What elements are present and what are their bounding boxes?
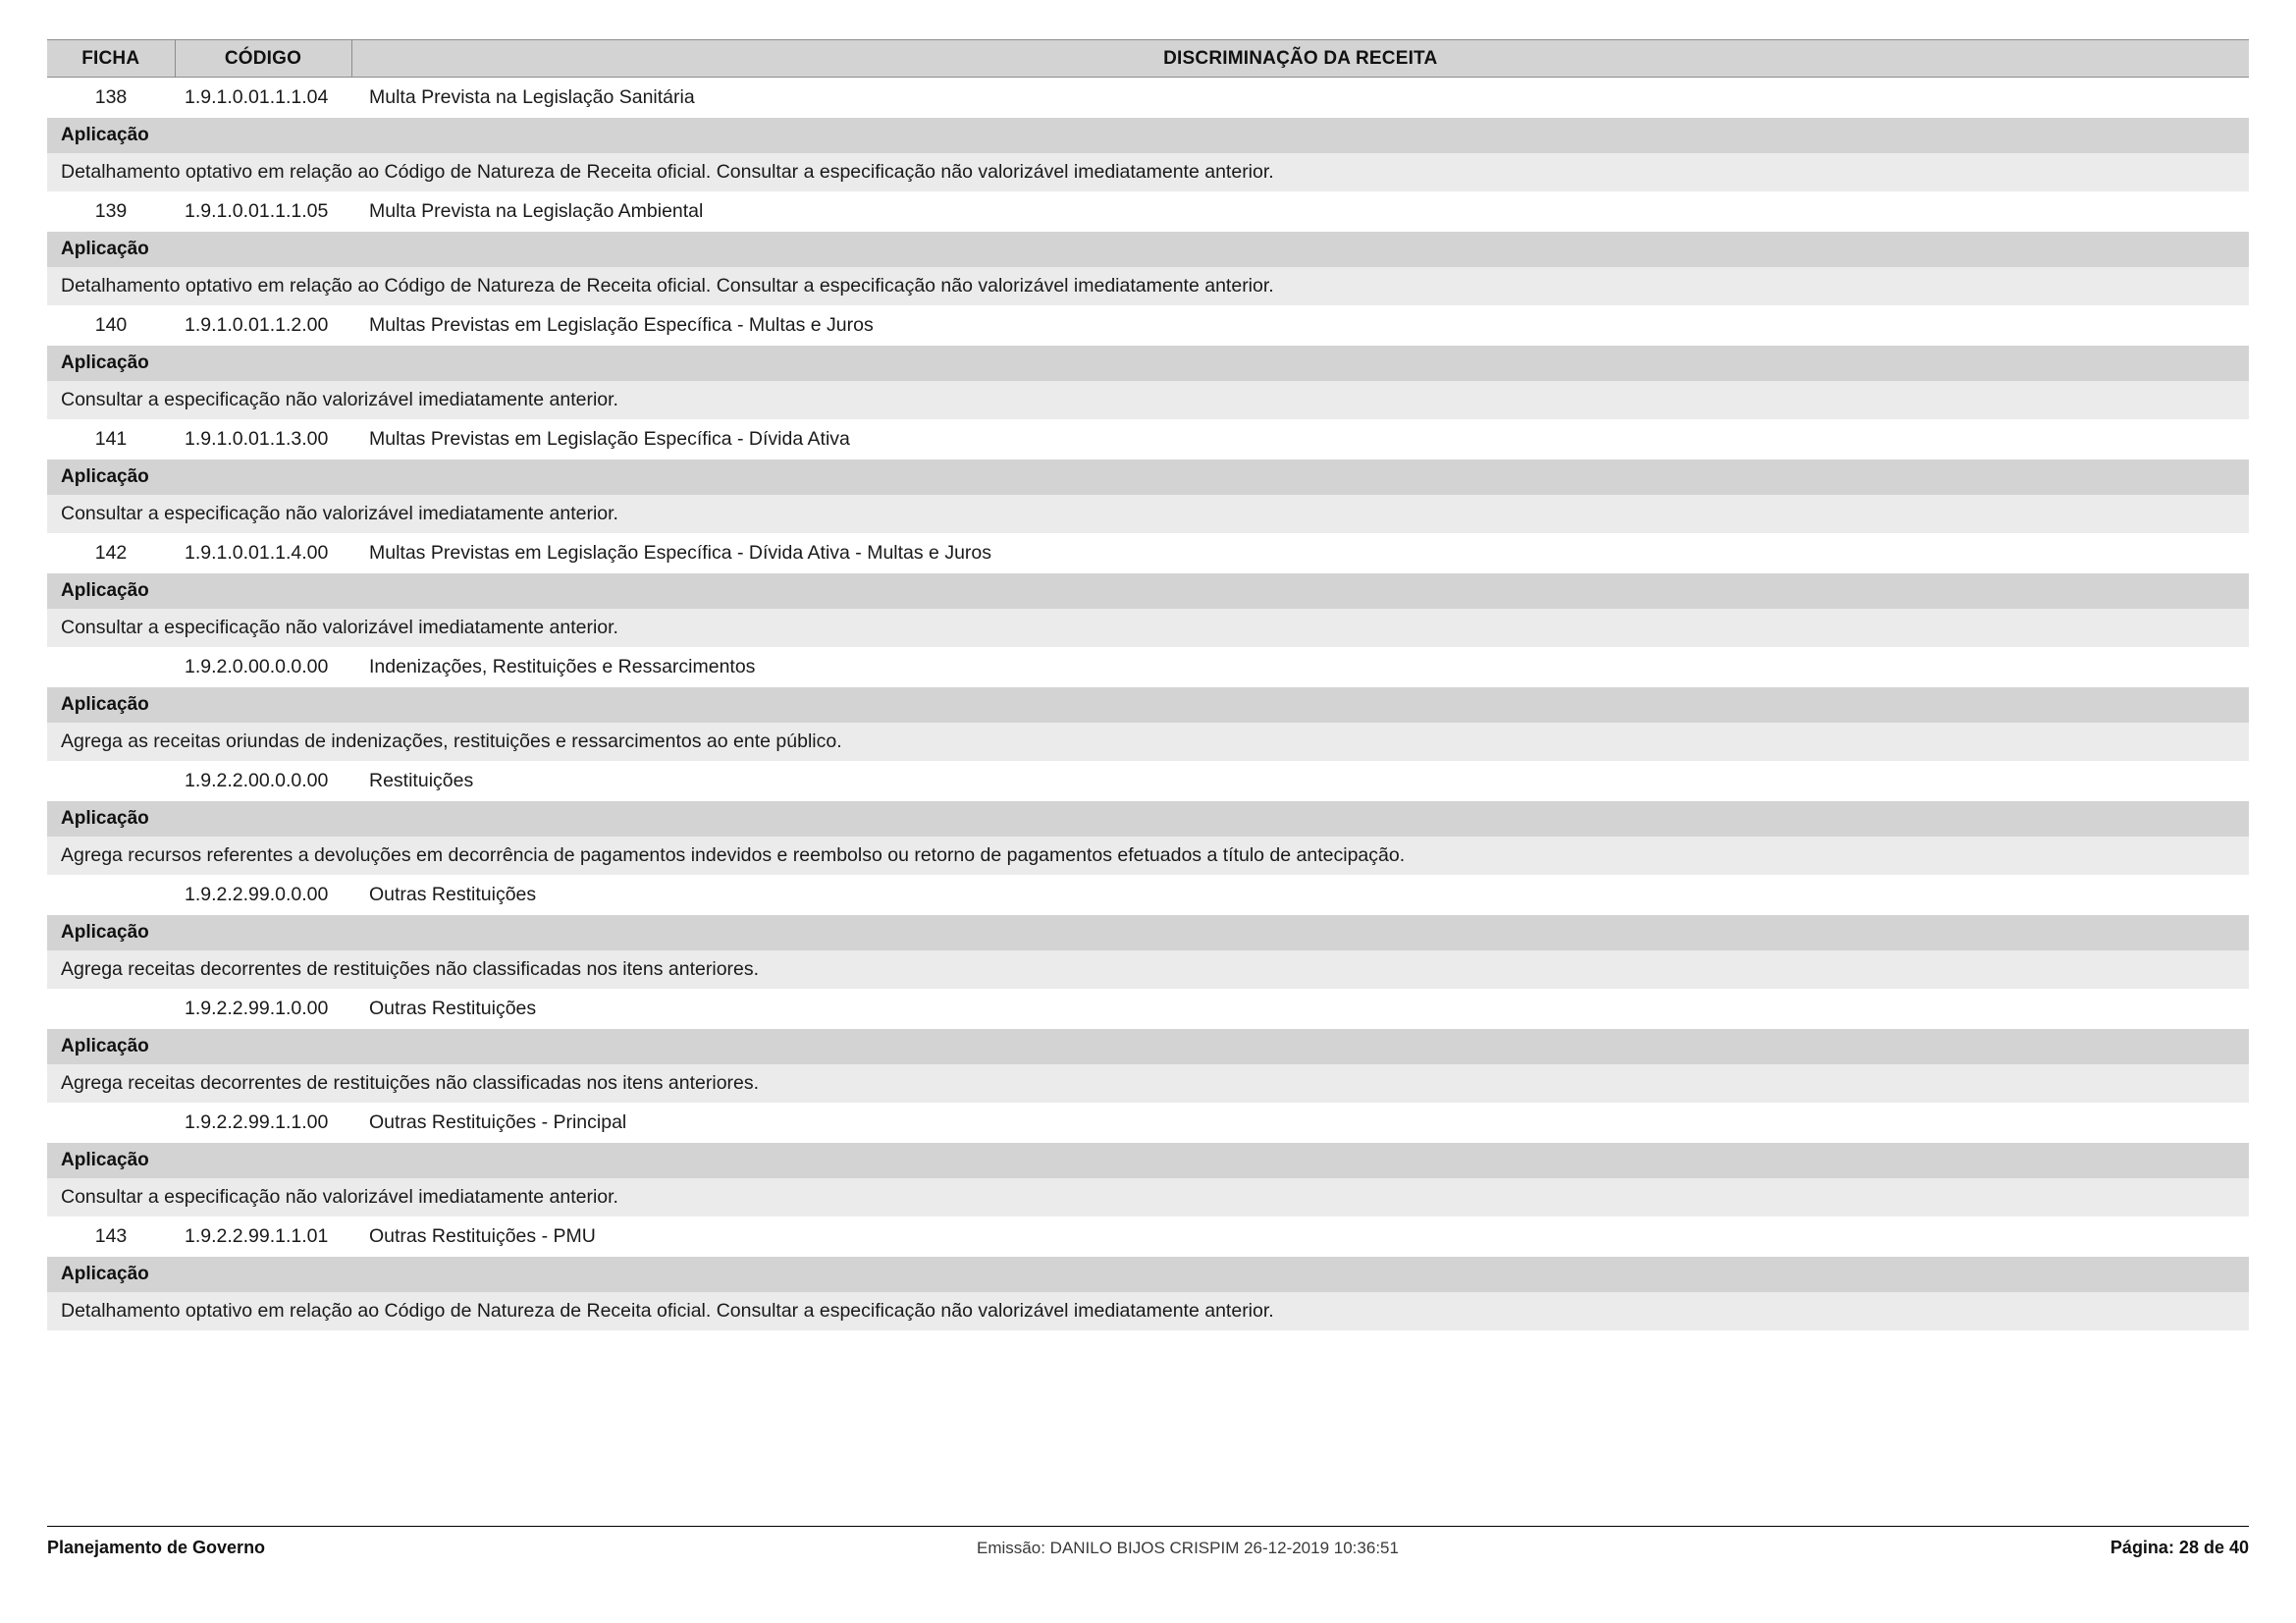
aplicacao-label-row: [47, 801, 2249, 837]
description-text: Agrega as receitas oriundas de indenizações, restituições e ressarcimentos ao ente público.: [47, 723, 2249, 761]
cell-ficha: 143: [47, 1217, 175, 1257]
table-row: [47, 419, 2249, 460]
description-text: Consultar a especificação não valorizável imediatamente anterior.: [47, 1178, 2249, 1217]
table-header: [47, 40, 2249, 78]
table-body: [47, 78, 2249, 1330]
cell-discriminacao: Multas Previstas em Legislação Específica - Multas e Juros: [351, 305, 2249, 346]
cell-ficha: 140: [47, 305, 175, 346]
aplicacao-label-row: [47, 232, 2249, 267]
table-row: [47, 875, 2249, 915]
table-row: [47, 989, 2249, 1029]
aplicacao-label: Aplicação: [47, 346, 2249, 381]
cell-codigo: 1.9.1.0.01.1.1.04: [175, 78, 351, 118]
aplicacao-label: Aplicação: [47, 1143, 2249, 1178]
aplicacao-label-row: [47, 687, 2249, 723]
cell-codigo: 1.9.1.0.01.1.4.00: [175, 533, 351, 573]
cell-discriminacao: Restituições: [351, 761, 2249, 801]
aplicacao-label-row: [47, 460, 2249, 495]
table-row: [47, 1103, 2249, 1143]
aplicacao-label-row: [47, 573, 2249, 609]
cell-discriminacao: Indenizações, Restituições e Ressarcimentos: [351, 647, 2249, 687]
aplicacao-label: Aplicação: [47, 915, 2249, 950]
cell-discriminacao: Outras Restituições - Principal: [351, 1103, 2249, 1143]
description-row: [47, 153, 2249, 191]
aplicacao-label: Aplicação: [47, 118, 2249, 153]
description-text: Consultar a especificação não valorizável imediatamente anterior.: [47, 609, 2249, 647]
cell-discriminacao: Outras Restituições: [351, 875, 2249, 915]
cell-codigo: 1.9.2.2.99.0.0.00: [175, 875, 351, 915]
description-text: Agrega recursos referentes a devoluções em decorrência de pagamentos indevidos e reembolso ou retorno de pagamentos efetuados a título de antecipação.: [47, 837, 2249, 875]
cell-codigo: 1.9.2.2.99.1.1.00: [175, 1103, 351, 1143]
aplicacao-label: Aplicação: [47, 573, 2249, 609]
cell-ficha: [47, 875, 175, 915]
cell-ficha: 138: [47, 78, 175, 118]
description-text: Consultar a especificação não valorizável imediatamente anterior.: [47, 495, 2249, 533]
aplicacao-label-row: [47, 1257, 2249, 1292]
description-text: Detalhamento optativo em relação ao Código de Natureza de Receita oficial. Consultar a especificação não valorizável imediatamente anterior.: [47, 1292, 2249, 1330]
cell-codigo: 1.9.2.2.99.1.0.00: [175, 989, 351, 1029]
table-row: [47, 647, 2249, 687]
description-text: Agrega receitas decorrentes de restituições não classificadas nos itens anteriores.: [47, 950, 2249, 989]
description-row: [47, 950, 2249, 989]
description-row: [47, 1178, 2249, 1217]
cell-ficha: [47, 761, 175, 801]
aplicacao-label: Aplicação: [47, 687, 2249, 723]
description-row: [47, 381, 2249, 419]
cell-discriminacao: Multa Prevista na Legislação Ambiental: [351, 191, 2249, 232]
footer-page-number: Página: 28 de 40: [2109, 1538, 2249, 1557]
cell-discriminacao: Outras Restituições: [351, 989, 2249, 1029]
cell-codigo: 1.9.2.2.99.1.1.01: [175, 1217, 351, 1257]
description-row: [47, 1292, 2249, 1330]
aplicacao-label: Aplicação: [47, 801, 2249, 837]
table-row: [47, 191, 2249, 232]
cell-codigo: 1.9.1.0.01.1.2.00: [175, 305, 351, 346]
cell-discriminacao: Outras Restituições - PMU: [351, 1217, 2249, 1257]
description-row: [47, 267, 2249, 305]
cell-ficha: [47, 1103, 175, 1143]
page-footer: [47, 1526, 2249, 1558]
cell-discriminacao: Multas Previstas em Legislação Específica - Dívida Ativa - Multas e Juros: [351, 533, 2249, 573]
cell-ficha: 139: [47, 191, 175, 232]
column-header-codigo: CÓDIGO: [175, 40, 351, 78]
aplicacao-label: Aplicação: [47, 1257, 2249, 1292]
cell-codigo: 1.9.2.2.00.0.0.00: [175, 761, 351, 801]
column-header-discriminacao: DISCRIMINAÇÃO DA RECEITA: [351, 40, 2249, 78]
footer-emission-info: Emissão: DANILO BIJOS CRISPIM 26-12-2019 10:36:51: [977, 1539, 1399, 1557]
aplicacao-label-row: [47, 1029, 2249, 1064]
cell-ficha: [47, 647, 175, 687]
table-row: [47, 1217, 2249, 1257]
table-row: [47, 305, 2249, 346]
cell-ficha: 141: [47, 419, 175, 460]
cell-codigo: 1.9.1.0.01.1.1.05: [175, 191, 351, 232]
table-row: [47, 533, 2249, 573]
aplicacao-label: Aplicação: [47, 1029, 2249, 1064]
description-text: Agrega receitas decorrentes de restituições não classificadas nos itens anteriores.: [47, 1064, 2249, 1103]
aplicacao-label-row: [47, 346, 2249, 381]
aplicacao-label-row: [47, 915, 2249, 950]
column-header-ficha: FICHA: [47, 40, 175, 78]
cell-ficha: 142: [47, 533, 175, 573]
description-text: Consultar a especificação não valorizável imediatamente anterior.: [47, 381, 2249, 419]
description-row: [47, 837, 2249, 875]
table-row: [47, 761, 2249, 801]
description-row: [47, 1064, 2249, 1103]
cell-codigo: 1.9.1.0.01.1.3.00: [175, 419, 351, 460]
description-text: Detalhamento optativo em relação ao Código de Natureza de Receita oficial. Consultar a especificação não valorizável imediatamente anterior.: [47, 267, 2249, 305]
aplicacao-label: Aplicação: [47, 460, 2249, 495]
description-row: [47, 723, 2249, 761]
aplicacao-label-row: [47, 1143, 2249, 1178]
footer-department: Planejamento de Governo: [47, 1538, 266, 1557]
description-row: [47, 609, 2249, 647]
table-header-row: [47, 40, 2249, 78]
receita-table: [47, 39, 2249, 1330]
aplicacao-label: Aplicação: [47, 232, 2249, 267]
cell-codigo: 1.9.2.0.00.0.0.00: [175, 647, 351, 687]
description-row: [47, 495, 2249, 533]
cell-ficha: [47, 989, 175, 1029]
cell-discriminacao: Multa Prevista na Legislação Sanitária: [351, 78, 2249, 118]
cell-discriminacao: Multas Previstas em Legislação Específica - Dívida Ativa: [351, 419, 2249, 460]
table-row: [47, 78, 2249, 118]
aplicacao-label-row: [47, 118, 2249, 153]
description-text: Detalhamento optativo em relação ao Código de Natureza de Receita oficial. Consultar a especificação não valorizável imediatamente anterior.: [47, 153, 2249, 191]
